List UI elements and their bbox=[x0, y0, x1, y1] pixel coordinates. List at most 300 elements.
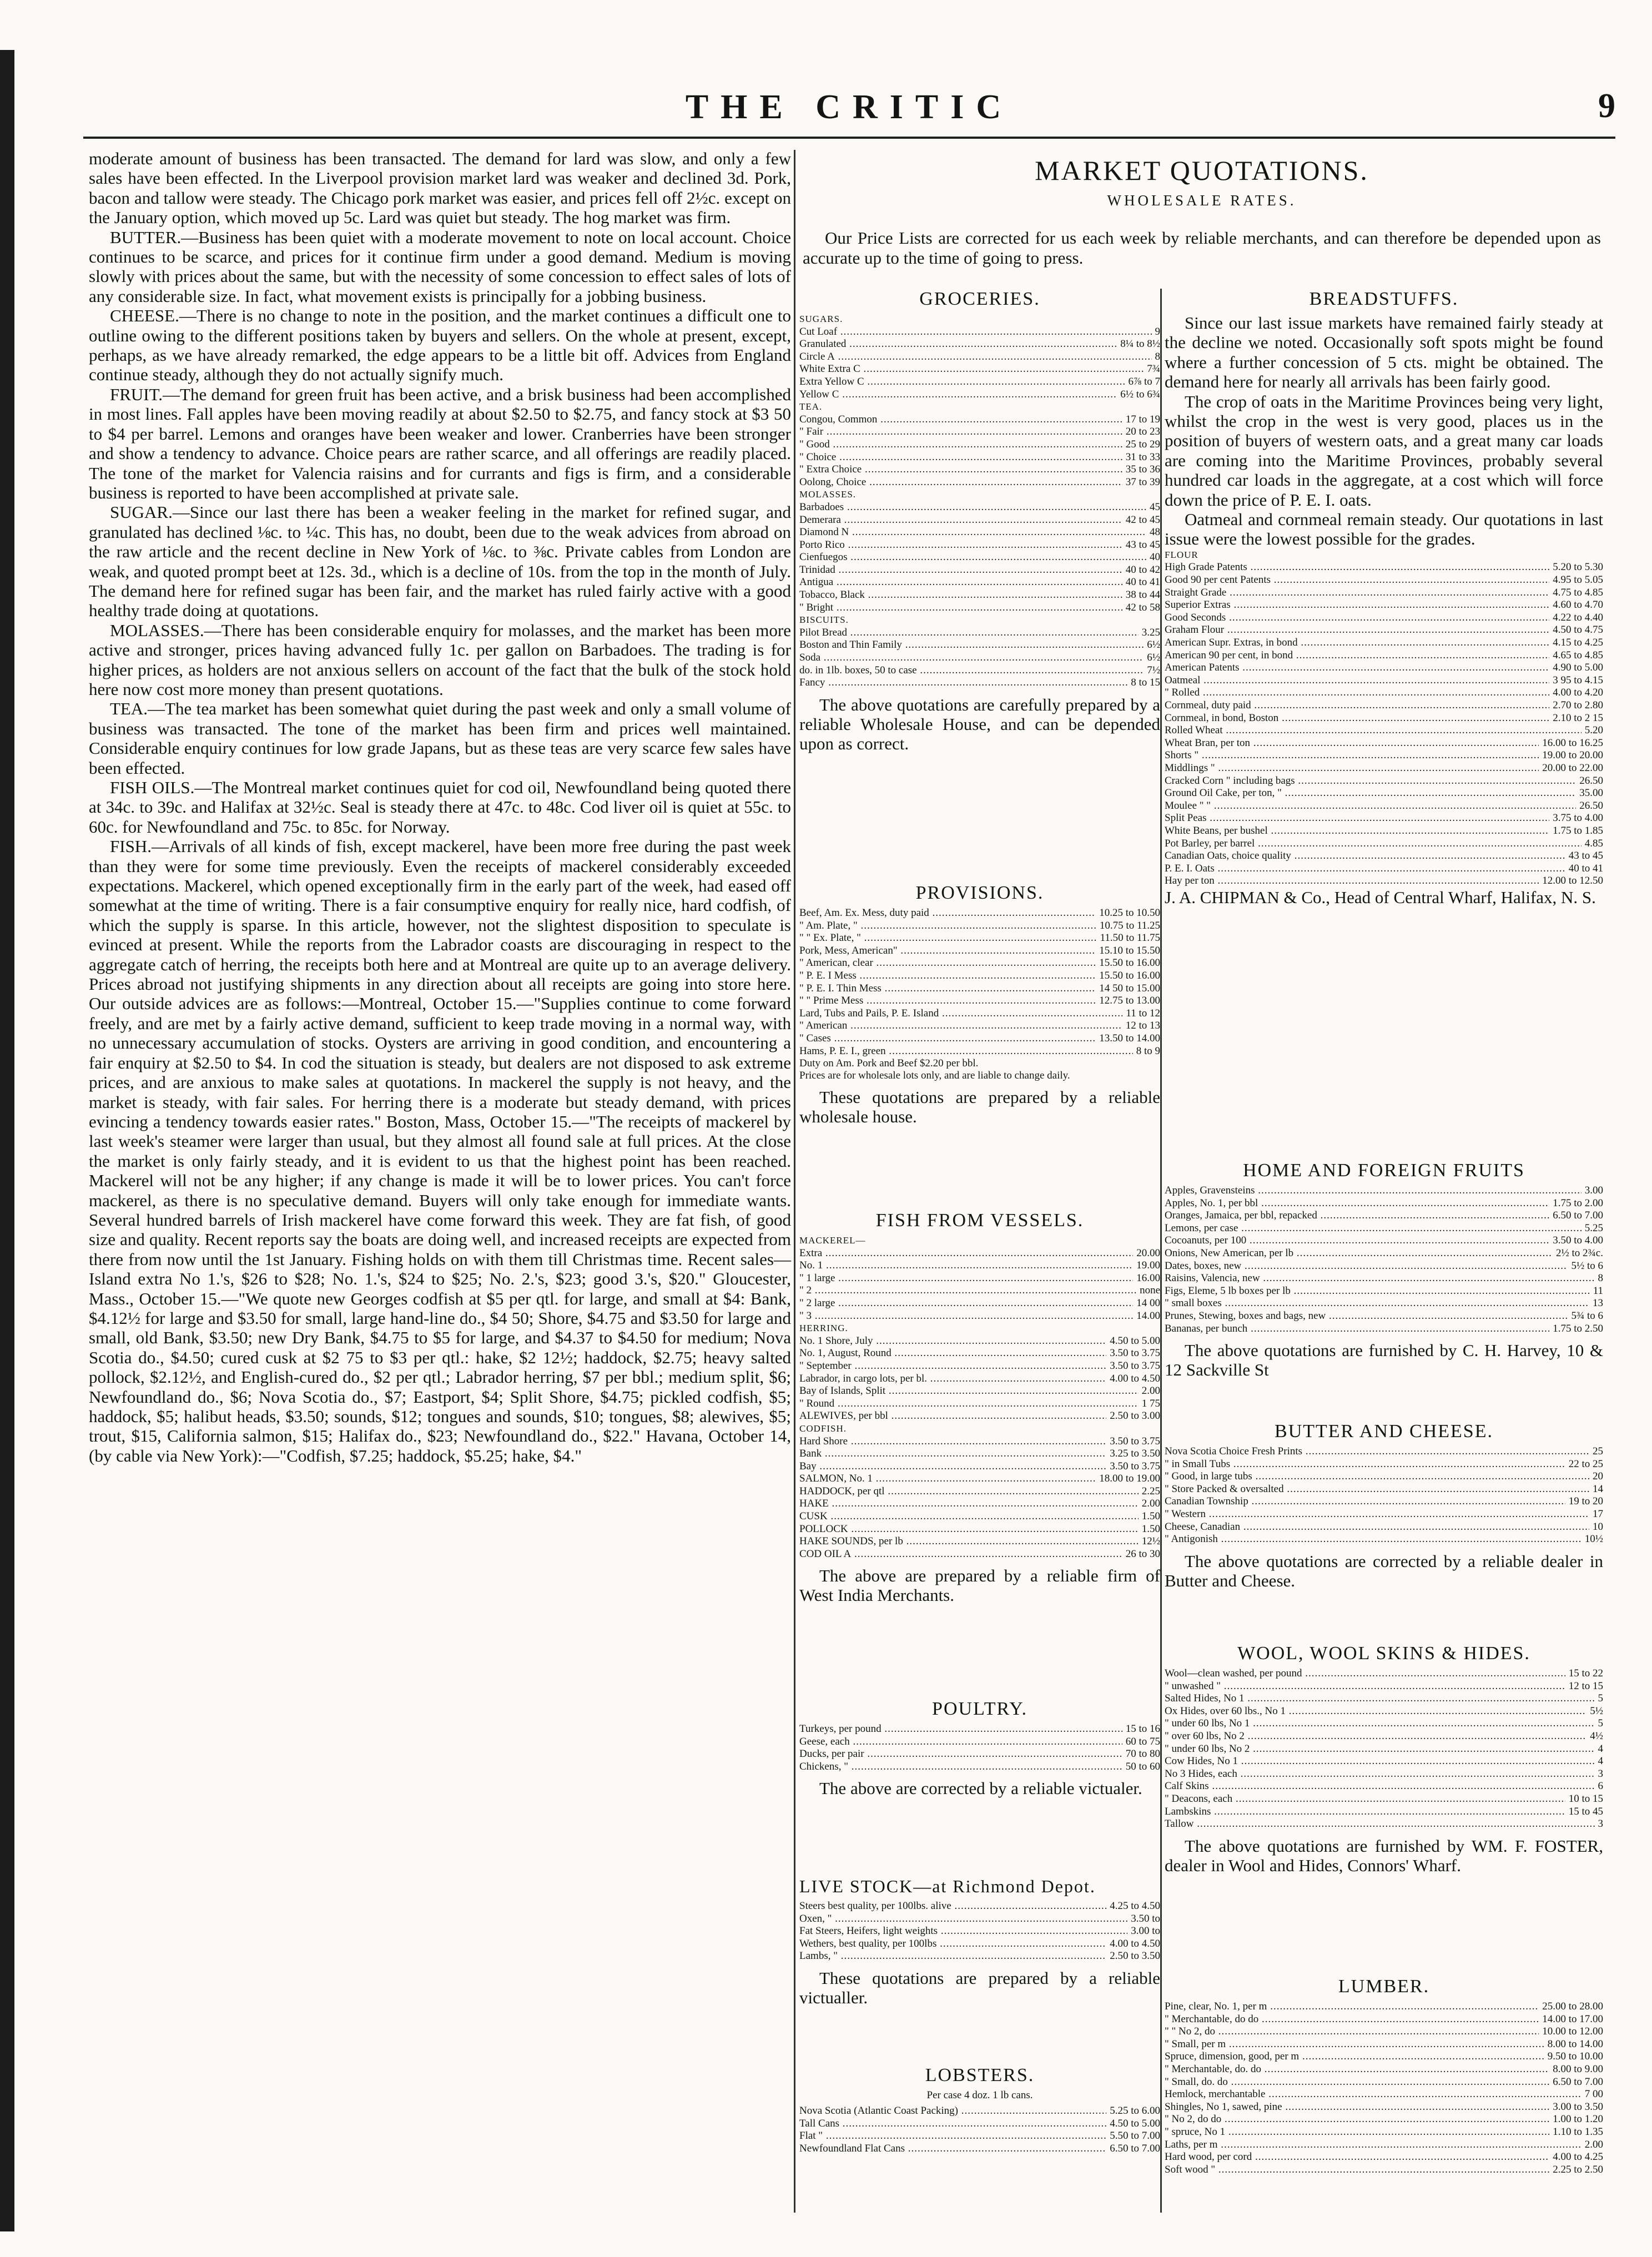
item-price: 9.50 to 10.00 bbox=[1547, 2051, 1603, 2063]
price-row bbox=[1165, 2038, 1603, 2051]
item-price: 7½ bbox=[1147, 664, 1160, 676]
item-label: Good Seconds ..... bbox=[1165, 612, 1549, 624]
item-label: Congou, Common ..... bbox=[799, 414, 1122, 426]
item-label: " spruce, No 1 ..... bbox=[1165, 2126, 1549, 2139]
item-price bbox=[1157, 313, 1160, 326]
price-row bbox=[1165, 662, 1603, 674]
item-price bbox=[1157, 1423, 1160, 1435]
butter-section bbox=[1165, 1421, 1603, 1590]
item-label: " under 60 lbs, No 1 ..... bbox=[1165, 1717, 1595, 1730]
price-row bbox=[1165, 574, 1603, 587]
price-row bbox=[1165, 1470, 1603, 1483]
item-label: P. E. I. Oats ..... bbox=[1165, 863, 1565, 875]
item-price: 5 bbox=[1598, 1717, 1603, 1730]
wool-section bbox=[1165, 1643, 1603, 1875]
item-price: 6½ to 6¾ bbox=[1120, 388, 1160, 400]
price-row bbox=[799, 920, 1160, 933]
item-price: 11 to 12 bbox=[1126, 1007, 1160, 1019]
price-row bbox=[1165, 587, 1603, 599]
item-label: Split Peas ..... bbox=[1165, 812, 1549, 825]
item-label: " American ..... bbox=[799, 1020, 1122, 1032]
item-price: 3.00 bbox=[1584, 1185, 1603, 1196]
item-price: 3.50 to bbox=[1131, 1912, 1160, 1925]
item-price: 4.00 to 4.20 bbox=[1553, 687, 1603, 699]
breadstuffs-text bbox=[1165, 313, 1603, 549]
lumber-table bbox=[1165, 2001, 1603, 2176]
price-row bbox=[799, 1913, 1160, 1926]
item-price: 25.00 to 28.00 bbox=[1542, 2001, 1603, 2012]
item-label: Demerara ..... bbox=[799, 514, 1122, 527]
item-price: 12.75 to 13.00 bbox=[1099, 995, 1160, 1007]
item-label: No. 1, August, Round ..... bbox=[799, 1347, 1106, 1360]
price-row bbox=[1165, 2076, 1603, 2089]
fruits-note: The above quotations are furnished by C. H. Harvey, 10 & 12 Sackville St bbox=[1165, 1341, 1603, 1380]
item-price: 5.20 bbox=[1584, 724, 1603, 737]
breadstuffs-title: BREADSTUFFS. bbox=[1309, 289, 1459, 309]
item-price: 7 00 bbox=[1584, 2088, 1603, 2100]
price-row bbox=[799, 2118, 1160, 2130]
price-row bbox=[799, 476, 1160, 489]
breadstuffs-paragraph: Oatmeal and cornmeal remain steady. Our quotations in last issue were the lowest possible for the grades. bbox=[1165, 510, 1603, 549]
fish-note: The above are prepared by a reliable firm of West India Merchants. bbox=[799, 1566, 1160, 1605]
item-label: Graham Flour ..... bbox=[1165, 624, 1549, 637]
item-price bbox=[1600, 549, 1603, 562]
item-label: POLLOCK ..... bbox=[799, 1523, 1139, 1536]
price-row bbox=[799, 1761, 1160, 1774]
item-label: Hemlock, merchantable ..... bbox=[1165, 2088, 1582, 2101]
item-label: Circle A ..... bbox=[799, 351, 1152, 364]
item-price: 4 bbox=[1598, 1742, 1603, 1755]
item-price: 3.50 to 4.00 bbox=[1553, 1235, 1603, 1247]
item-price: 3.50 to 3.75 bbox=[1110, 1435, 1160, 1447]
item-label: No. 1 Shore, July ..... bbox=[799, 1335, 1106, 1348]
item-price: 48 bbox=[1150, 526, 1160, 538]
item-label: No 3 Hides, each ..... bbox=[1165, 1768, 1595, 1781]
item-label: Good 90 per cent Patents ..... bbox=[1165, 574, 1549, 587]
price-row bbox=[1165, 1806, 1603, 1818]
item-price: 6.50 to 7.00 bbox=[1553, 2075, 1603, 2088]
item-label: Wheat Bran, per ton ..... bbox=[1165, 737, 1539, 750]
item-label: Superior Extras ..... bbox=[1165, 599, 1549, 612]
item-price: 5¾ to 6 bbox=[1571, 1309, 1603, 1322]
price-row bbox=[1165, 2063, 1603, 2076]
item-label: HADDOCK, per qtl ..... bbox=[799, 1485, 1139, 1498]
item-price: 10.75 to 11.25 bbox=[1099, 919, 1160, 931]
item-label: " September ..... bbox=[799, 1360, 1106, 1373]
report-paragraph: BUTTER.—Business has been quiet with a moderate movement to note on local account. Choice continues to be scarce, and prices for it continue firm under a good demand. Medium is moving slowly with prices about the same, but with the necessity of some concession to effect sales of lots of any considerable size. In fact, what movement exists is principally for a jobbing business. bbox=[89, 227, 791, 306]
item-price bbox=[1157, 1322, 1160, 1335]
price-row bbox=[1165, 1692, 1603, 1705]
item-price: 31 to 33 bbox=[1125, 451, 1160, 463]
item-price: 2.25 to 2.50 bbox=[1553, 2163, 1603, 2175]
item-price: 3.00 to 3.50 bbox=[1553, 2100, 1603, 2113]
item-label: Lard, Tubs and Pails, P. E. Island ..... bbox=[799, 1007, 1122, 1020]
breadstuffs-paragraph: The crop of oats in the Maritime Provinces being very light, whilst the crop in the west is very good, places us in the position of buyers of western oats, and a great many car loads are coming into the Maritime Provinces, probably several hundred car loads in the aggregate, at a cost which will force down the price of P. E. I. oats. bbox=[1165, 391, 1603, 510]
item-label: Labrador, in cargo lots, per bl. ..... bbox=[799, 1373, 1106, 1386]
item-label: Canadian Oats, choice quality ..... bbox=[1165, 850, 1565, 863]
item-price: 26.50 bbox=[1579, 774, 1603, 787]
report-paragraph: FRUIT.—The demand for green fruit has been active, and a brisk business had been accomplished in most lines. Fall apples have been moving readily at about $2.50 to $2.75, and fancy stock at $3 50 to $4 per barrel. Lemons and oranges have been weaker and lower. Cranberries have been stronger and show a tendency to advance. Choice pears are rather scarce, and all offerings are readily placed. The tone of the market for Valencia raisins and for currants and figs is firm, and a considerable business is reported to have been accomplished at private sale. bbox=[89, 384, 791, 502]
price-row bbox=[799, 652, 1160, 664]
item-label: Bay of Islands, Split ..... bbox=[799, 1385, 1139, 1398]
item-label: Ducks, per pair ..... bbox=[799, 1748, 1122, 1761]
item-label: Ground Oil Cake, per ton, " ..... bbox=[1165, 787, 1576, 800]
item-price: 40 to 41 bbox=[1568, 862, 1603, 874]
item-label: Extra Yellow C ..... bbox=[799, 376, 1125, 389]
livestock-table bbox=[799, 1900, 1160, 1963]
price-row bbox=[799, 451, 1160, 464]
item-price: 5.20 to 5.30 bbox=[1553, 561, 1603, 573]
item-price: 5.25 bbox=[1584, 1222, 1603, 1234]
item-price: 3.50 to 3.75 bbox=[1110, 1460, 1160, 1472]
item-price: 4 bbox=[1598, 1755, 1603, 1767]
breadstuffs-dealer: J. A. CHIPMAN & Co., Head of Central Wharf, Halifax, N. S. bbox=[1165, 887, 1596, 907]
report-paragraph: CHEESE.—There is no change to note in the position, and the market continues a difficult one to outline owing to the different positions taken by buyers and sellers. On the whole at present, except, perhaps, as we have already remarked, the edge appears to be a little bit off. Advices from England continue steady, although they do not actually signify much. bbox=[89, 306, 791, 385]
item-price: 70 to 80 bbox=[1125, 1748, 1160, 1760]
provisions-note: These quotations are prepared by a reliable wholesale house. bbox=[799, 1087, 1160, 1127]
item-label: TEA. bbox=[799, 401, 823, 412]
price-row bbox=[799, 576, 1160, 589]
item-label: " under 60 lbs, No 2 ..... bbox=[1165, 1743, 1595, 1756]
item-price: 14 00 bbox=[1136, 1297, 1160, 1309]
item-label: Chickens, " ..... bbox=[799, 1761, 1122, 1774]
item-price: 19 to 20 bbox=[1568, 1495, 1603, 1508]
column-divider bbox=[794, 150, 795, 2213]
price-row bbox=[1165, 1310, 1603, 1323]
item-label: Diamond N ..... bbox=[799, 526, 1146, 539]
item-label: Figs, Eleme, 5 lb boxes per lb ..... bbox=[1165, 1285, 1590, 1298]
price-row bbox=[1165, 2088, 1603, 2101]
item-label: Lambskins ..... bbox=[1165, 1806, 1565, 1818]
wool-note: The above quotations are furnished by WM. F. FOSTER, dealer in Wool and Hides, Connors' Wharf. bbox=[1165, 1836, 1603, 1875]
item-price: 14.00 to 17.00 bbox=[1542, 2013, 1603, 2025]
market-report-column bbox=[89, 149, 791, 1465]
item-price bbox=[1157, 614, 1160, 627]
item-price: 37 to 39 bbox=[1125, 476, 1160, 488]
item-price: 35.00 bbox=[1579, 787, 1603, 799]
item-label: HAKE SOUNDS, per lb ..... bbox=[799, 1535, 1139, 1548]
price-row bbox=[799, 1335, 1160, 1348]
item-label: Pork, Mess, American" ..... bbox=[799, 945, 1096, 958]
item-price: 11 bbox=[1593, 1284, 1603, 1297]
item-price: 14 50 to 15.00 bbox=[1099, 982, 1160, 994]
price-row bbox=[799, 1310, 1160, 1323]
price-row bbox=[1165, 599, 1603, 612]
price-row bbox=[799, 1736, 1160, 1749]
category-heading bbox=[799, 1235, 1160, 1247]
report-paragraph: SUGAR.—Since our last there has been a weaker feeling in the market for refined sugar, and granulated has declined ⅛c. to ¼c. This has, no doubt, been due to the weak advices from abroad on the raw article and the recent decline in New York of ⅛c. to ⅜c. Private cables from London are weak, and quoted prompt beet at 12s. 3d., which is a decline of 10s. from the top in the month of July. The demand here for refined sugar has been fair, and the market has ruled fairly active with a good healthy trade doing at quotations. bbox=[89, 502, 791, 621]
item-price: 8.00 to 14.00 bbox=[1547, 2038, 1603, 2050]
breadstuffs-table bbox=[1165, 549, 1603, 888]
price-row bbox=[1165, 1680, 1603, 1693]
item-label: Pilot Bread ..... bbox=[799, 627, 1139, 639]
item-price: 1.75 to 2.50 bbox=[1553, 1322, 1603, 1334]
price-row bbox=[1165, 2164, 1603, 2177]
item-label: " Choice ..... bbox=[799, 451, 1122, 464]
livestock-title: LIVE STOCK—at Richmond Depot. bbox=[799, 1876, 1096, 1896]
price-row bbox=[1165, 1495, 1603, 1508]
price-row bbox=[799, 514, 1160, 527]
lobsters-subtitle: Per case 4 doz. 1 lb cans. bbox=[926, 2089, 1033, 2101]
price-row bbox=[799, 627, 1160, 639]
item-price: 1.75 to 1.85 bbox=[1553, 824, 1603, 837]
item-label: MACKEREL— bbox=[799, 1235, 866, 1246]
groceries-table bbox=[799, 313, 1160, 689]
item-price: 15 to 22 bbox=[1568, 1667, 1603, 1679]
item-price: 6.50 to 7.00 bbox=[1553, 1210, 1603, 1222]
item-label: " over 60 lbs, No 2 ..... bbox=[1165, 1730, 1586, 1743]
groceries-title: GROCERIES. bbox=[919, 289, 1040, 309]
price-row bbox=[799, 2105, 1160, 2118]
breadstuffs-section bbox=[1165, 289, 1603, 907]
item-price: 4.50 to 4.75 bbox=[1553, 624, 1603, 636]
price-row bbox=[1165, 1260, 1603, 1273]
item-price: 6 bbox=[1598, 1780, 1603, 1792]
item-price: 5 bbox=[1598, 1692, 1603, 1705]
item-price: 1.75 to 2.00 bbox=[1553, 1197, 1603, 1209]
butter-title: BUTTER AND CHEESE. bbox=[1275, 1421, 1493, 1442]
page-number: 9 bbox=[1598, 87, 1615, 125]
item-price: 2.00 bbox=[1584, 2138, 1603, 2150]
item-price: 35 to 36 bbox=[1125, 464, 1160, 476]
price-row bbox=[1165, 1445, 1603, 1458]
item-price: 4.15 to 4.25 bbox=[1553, 637, 1603, 649]
item-label: Nova Scotia (Atlantic Coast Packing) ..... bbox=[799, 2105, 1106, 2118]
item-label: " small boxes ..... bbox=[1165, 1297, 1589, 1310]
price-row bbox=[1165, 561, 1603, 574]
price-row bbox=[1165, 1272, 1603, 1285]
item-label: Apples, No. 1, per bbl ..... bbox=[1165, 1197, 1549, 1210]
price-row bbox=[799, 1373, 1160, 1386]
item-label: " 2 large ..... bbox=[799, 1297, 1133, 1310]
item-price: 8 to 9 bbox=[1136, 1045, 1160, 1057]
price-row bbox=[799, 1460, 1160, 1473]
item-price: 13 bbox=[1593, 1297, 1603, 1309]
item-price: 42 to 45 bbox=[1125, 513, 1160, 526]
price-row bbox=[1165, 2101, 1603, 2114]
price-row bbox=[799, 501, 1160, 514]
price-row bbox=[799, 526, 1160, 539]
item-price: 26.50 bbox=[1579, 799, 1603, 812]
item-price: 1 75 bbox=[1141, 1397, 1160, 1409]
price-row bbox=[799, 326, 1160, 339]
page-header bbox=[83, 83, 1615, 144]
price-row bbox=[1165, 2151, 1603, 2164]
item-price: 3.50 to 3.75 bbox=[1110, 1347, 1160, 1359]
price-row bbox=[1165, 1768, 1603, 1781]
item-price: 3.00 to bbox=[1131, 1925, 1160, 1937]
price-row bbox=[799, 1360, 1160, 1373]
item-price: 4.85 bbox=[1584, 837, 1603, 849]
item-label: " American, clear ..... bbox=[799, 957, 1096, 970]
item-price: 2.50 to 3.00 bbox=[1110, 1410, 1160, 1422]
item-price: 4.95 to 5.05 bbox=[1553, 574, 1603, 586]
item-label: " Good, in large tubs ..... bbox=[1165, 1470, 1589, 1483]
item-label: " P. E. I Mess ..... bbox=[799, 970, 1096, 983]
item-price: 8¼ to 8½ bbox=[1120, 338, 1160, 350]
item-price: 15 to 45 bbox=[1568, 1805, 1603, 1817]
category-heading bbox=[799, 1423, 1160, 1435]
butter-table bbox=[1165, 1445, 1603, 1546]
price-row bbox=[1165, 1185, 1603, 1197]
item-price: 22 to 25 bbox=[1568, 1458, 1603, 1470]
item-label: Shorts " ..... bbox=[1165, 749, 1539, 762]
item-label: Bank ..... bbox=[799, 1448, 1106, 1460]
price-row bbox=[1165, 2126, 1603, 2139]
item-label: Tall Cans ..... bbox=[799, 2118, 1106, 2130]
price-row bbox=[1165, 1285, 1603, 1298]
fruits-table bbox=[1165, 1185, 1603, 1335]
item-price: 20 to 23 bbox=[1125, 426, 1160, 438]
price-row bbox=[799, 414, 1160, 426]
price-row bbox=[1165, 1705, 1603, 1718]
item-price: 3.25 bbox=[1141, 626, 1160, 638]
item-label: " Extra Choice ..... bbox=[799, 464, 1122, 476]
price-row bbox=[1165, 2013, 1603, 2026]
item-label: Moulee " " ..... bbox=[1165, 800, 1576, 813]
item-price: 45 bbox=[1150, 501, 1160, 513]
price-row bbox=[1165, 2139, 1603, 2152]
price-row bbox=[799, 1272, 1160, 1285]
item-label: " 2 ..... bbox=[799, 1284, 1136, 1297]
item-price: 4.50 to 5.00 bbox=[1110, 1334, 1160, 1347]
market-quotations-header bbox=[799, 154, 1604, 268]
header-rule bbox=[83, 137, 1615, 139]
price-row bbox=[799, 589, 1160, 602]
price-row bbox=[1165, 674, 1603, 687]
item-label: American Patents ..... bbox=[1165, 662, 1549, 674]
price-row bbox=[799, 1498, 1160, 1510]
item-price: none bbox=[1140, 1284, 1160, 1297]
item-price: 2½ to 2¾c. bbox=[1556, 1247, 1603, 1259]
poultry-section bbox=[799, 1699, 1160, 1798]
item-label: White Beans, per bushel ..... bbox=[1165, 825, 1549, 838]
price-row bbox=[799, 1938, 1160, 1951]
item-price: 8 bbox=[1155, 350, 1160, 362]
item-label: " unwashed " ..... bbox=[1165, 1680, 1565, 1693]
item-label: " Small, do. do ..... bbox=[1165, 2076, 1549, 2089]
item-price: 6½ bbox=[1147, 652, 1160, 664]
item-price: 3.50 to 3.75 bbox=[1110, 1359, 1160, 1372]
price-row bbox=[799, 1385, 1160, 1398]
price-row bbox=[799, 464, 1160, 476]
item-label: Barbadoes ..... bbox=[799, 501, 1146, 514]
item-label: SUGARS. bbox=[799, 314, 843, 324]
item-label: HERRING. bbox=[799, 1323, 848, 1334]
price-row bbox=[1165, 1667, 1603, 1680]
item-price: 25 bbox=[1593, 1445, 1603, 1457]
category-heading bbox=[799, 488, 1160, 501]
item-label: Lemons, per case ..... bbox=[1165, 1222, 1582, 1235]
price-row bbox=[799, 363, 1160, 376]
item-label: " " Ex. Plate, " ..... bbox=[799, 932, 1097, 945]
lumber-title: LUMBER. bbox=[1338, 1976, 1430, 1997]
item-label: Middlings " ..... bbox=[1165, 762, 1539, 775]
item-label: Pine, clear, No. 1, per m ..... bbox=[1165, 2001, 1539, 2013]
price-row bbox=[1165, 737, 1603, 750]
price-row bbox=[1165, 1197, 1603, 1210]
price-row bbox=[799, 1020, 1160, 1032]
item-label: Cienfuegos ..... bbox=[799, 551, 1146, 564]
item-label: Canadian Township ..... bbox=[1165, 1495, 1565, 1508]
price-row bbox=[799, 564, 1160, 577]
item-label: Granulated ..... bbox=[799, 338, 1117, 351]
item-label: Trinidad ..... bbox=[799, 564, 1122, 577]
item-label: Cocoanuts, per 100 ..... bbox=[1165, 1235, 1549, 1247]
category-heading bbox=[799, 614, 1160, 627]
butter-note: The above quotations are corrected by a reliable dealer in Butter and Cheese. bbox=[1165, 1551, 1603, 1590]
price-row bbox=[799, 1247, 1160, 1260]
price-row bbox=[1165, 699, 1603, 712]
item-price: 4.50 to 5.00 bbox=[1110, 2117, 1160, 2129]
price-row bbox=[1165, 712, 1603, 725]
price-row bbox=[799, 389, 1160, 401]
item-label: " Small, per m ..... bbox=[1165, 2038, 1544, 2051]
price-row bbox=[1165, 1730, 1603, 1743]
item-label: " Deacons, each ..... bbox=[1165, 1793, 1565, 1806]
item-label: Cornmeal, in bond, Boston ..... bbox=[1165, 712, 1549, 725]
item-price: 38 to 44 bbox=[1125, 589, 1160, 601]
category-heading bbox=[1165, 549, 1603, 562]
item-price: 15.50 to 16.00 bbox=[1099, 957, 1160, 969]
price-row bbox=[1165, 1458, 1603, 1471]
item-label: HAKE ..... bbox=[799, 1498, 1139, 1510]
item-label: Hard Shore ..... bbox=[799, 1435, 1106, 1448]
item-price bbox=[1157, 488, 1160, 501]
provisions-change-line: Prices are for wholesale lots only, and are liable to change daily. bbox=[799, 1070, 1070, 1082]
item-label: Pot Barley, per barrel ..... bbox=[1165, 838, 1582, 850]
price-row bbox=[1165, 875, 1603, 888]
item-label: " Antigonish ..... bbox=[1165, 1533, 1582, 1546]
price-row bbox=[1165, 2001, 1603, 2013]
category-heading bbox=[799, 1322, 1160, 1335]
item-label: Rolled Wheat ..... bbox=[1165, 724, 1582, 737]
price-row bbox=[799, 1448, 1160, 1460]
price-row bbox=[1165, 787, 1603, 800]
price-row bbox=[1165, 1222, 1603, 1235]
item-price: 3 bbox=[1598, 1767, 1603, 1780]
wool-table bbox=[1165, 1667, 1603, 1831]
item-price: 8 to 15 bbox=[1131, 677, 1160, 689]
item-label: Calf Skins ..... bbox=[1165, 1780, 1595, 1793]
report-paragraph: FISH OILS.—The Montreal market continues quiet for cod oil, Newfoundland being quoted there at 34c. to 39c. and Halifax at 32½c. Seal is steady there at 47c. to 48c. Cod liver oil is quiet at 55c. to 60c. for Newfoundland and 75c. to 85c. for Norway. bbox=[89, 778, 791, 837]
item-price: 19.00 bbox=[1136, 1260, 1160, 1272]
price-row bbox=[1165, 800, 1603, 813]
fish-table bbox=[799, 1235, 1160, 1560]
item-price: 8 bbox=[1598, 1272, 1603, 1284]
item-label: Lambs, " ..... bbox=[799, 1950, 1106, 1963]
item-price: 42 to 58 bbox=[1125, 601, 1160, 613]
item-price: 50 to 60 bbox=[1125, 1760, 1160, 1772]
item-price: 20 bbox=[1593, 1470, 1603, 1483]
item-label: Bay ..... bbox=[799, 1460, 1106, 1473]
item-label: Onions, New American, per lb ..... bbox=[1165, 1247, 1553, 1260]
provisions-duty-line: Duty on Am. Pork and Beef $2.20 per bbl. bbox=[799, 1057, 979, 1070]
livestock-note: These quotations are prepared by a reliable victualler. bbox=[799, 1968, 1160, 2007]
price-row bbox=[799, 1398, 1160, 1410]
price-row bbox=[799, 1723, 1160, 1736]
price-row bbox=[1165, 687, 1603, 699]
item-label: American 90 per cent, in bond ..... bbox=[1165, 649, 1549, 662]
item-price: 2.70 to 2.80 bbox=[1553, 699, 1603, 711]
price-row bbox=[1165, 863, 1603, 875]
item-price: 2.50 to 3.50 bbox=[1110, 1950, 1160, 1962]
item-price: 40 bbox=[1150, 551, 1160, 563]
price-row bbox=[799, 551, 1160, 564]
item-label: Oxen, " ..... bbox=[799, 1913, 1127, 1926]
item-label: " 1 large ..... bbox=[799, 1272, 1133, 1285]
price-row bbox=[799, 1435, 1160, 1448]
